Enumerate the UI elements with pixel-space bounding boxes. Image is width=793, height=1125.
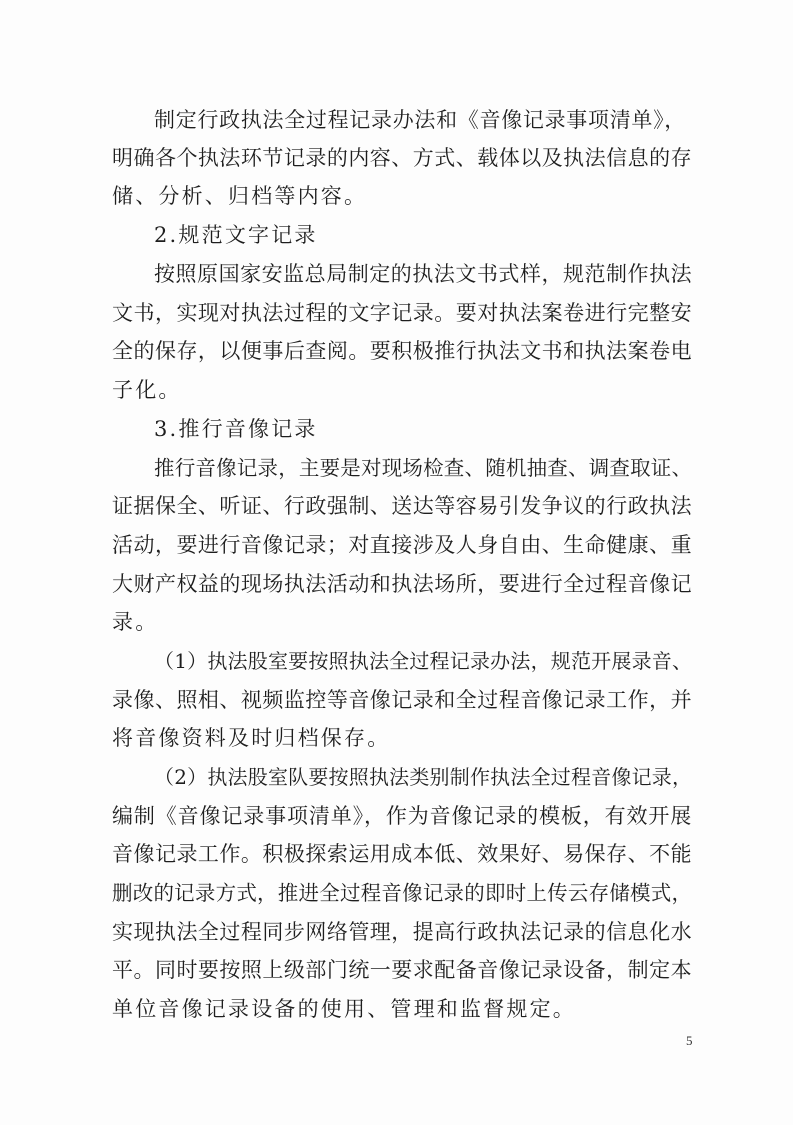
text-line: 单位音像记录设备的使用、管理和监督规定。 (112, 997, 576, 1021)
text-line: 编制《音像记录事项清单》，作为音像记录的模板，有效开展 (112, 804, 692, 828)
text-line: 推行音像记录，主要是对现场检查、随机抽查、调查取证、 (154, 456, 692, 480)
text-line: 储、分析、归档等内容。 (112, 184, 368, 208)
section-heading: 3.推行音像记录 (154, 417, 318, 441)
page-number: 5 (686, 1033, 693, 1048)
text-line: 录。 (112, 610, 159, 634)
text-line: 按照原国家安监总局制定的执法文书式样，规范制作执法 (154, 262, 692, 286)
text-line: 大财产权益的现场执法活动和执法场所，要进行全过程音像记 (112, 572, 692, 596)
text-line: 文书，实现对执法过程的文字记录。要对执法案卷进行完整安 (112, 301, 692, 325)
text-line: 证据保全、听证、行政强制、送达等容易引发争议的行政执法 (112, 494, 692, 518)
text-line: 平。同时要按照上级部门统一要求配备音像记录设备，制定本 (112, 958, 692, 982)
section-heading: 2.规范文字记录 (154, 223, 318, 247)
text-line: （1）执法股室要按照执法全过程记录办法，规范开展录音、 (154, 649, 692, 673)
text-line: 删改的记录方式，推进全过程音像记录的即时上传云存储模式， (112, 881, 692, 905)
text-line: 音像记录工作。积极探索运用成本低、效果好、易保存、不能 (112, 842, 692, 866)
text-line: 录像、照相、视频监控等音像记录和全过程音像记录工作，并 (112, 688, 692, 712)
text-line: 活动，要进行音像记录；对直接涉及人身自由、生命健康、重 (112, 533, 692, 557)
text-line: 实现执法全过程同步网络管理，提高行政执法记录的信息化水 (112, 920, 692, 944)
text-line: 制定行政执法全过程记录办法和《音像记录事项清单》， (154, 108, 686, 132)
text-line: （2）执法股室队要按照执法类别制作执法全过程音像记录， (154, 765, 692, 789)
text-line: 全的保存，以便事后查阅。要积极推行执法文书和执法案卷电 (112, 339, 692, 363)
text-line: 子化。 (112, 378, 182, 402)
text-line: 将音像资料及时归档保存。 (112, 726, 391, 750)
text-line: 明确各个执法环节记录的内容、方式、载体以及执法信息的存 (112, 146, 692, 170)
